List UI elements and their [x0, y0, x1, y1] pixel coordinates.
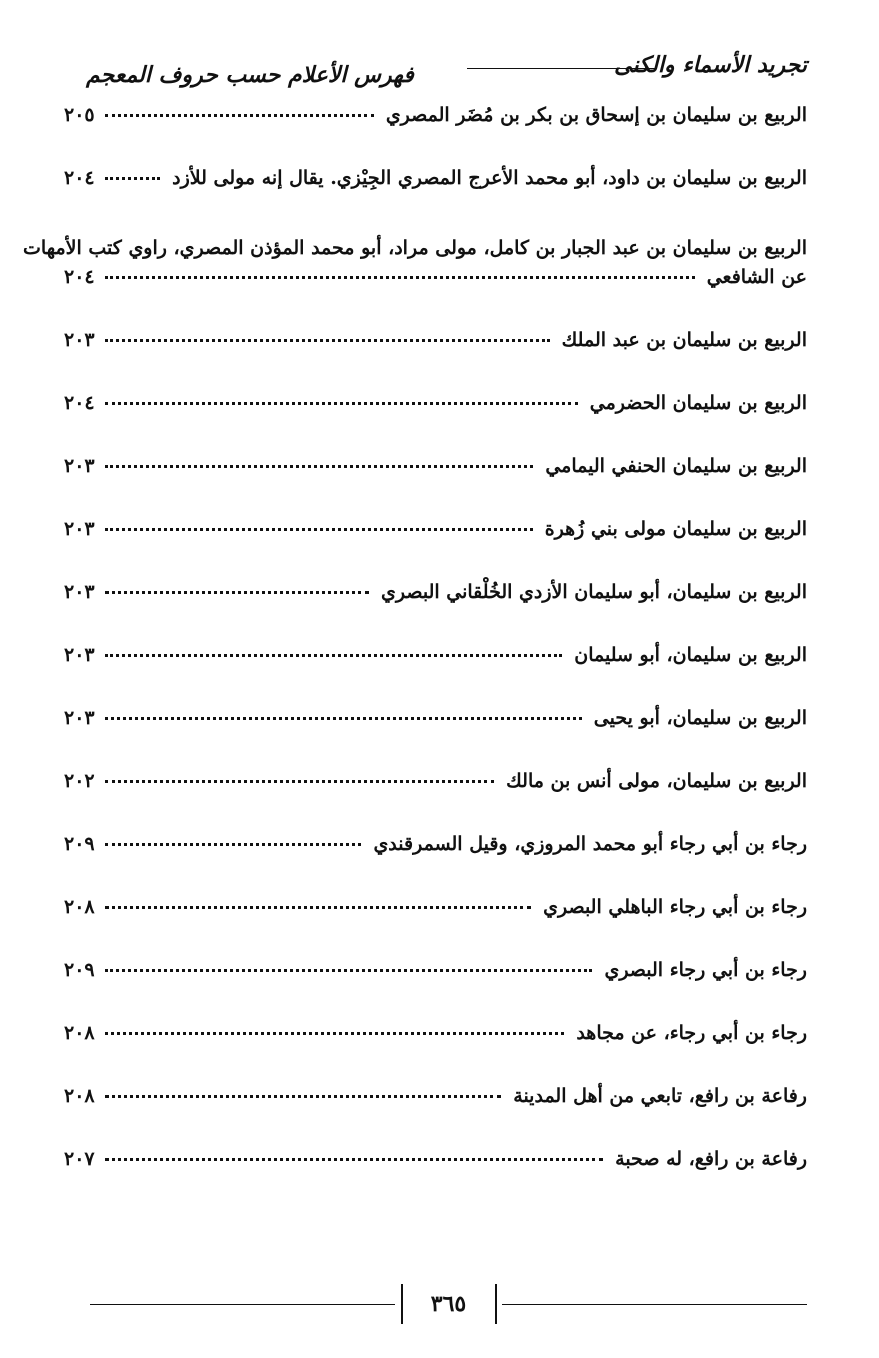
entry-page-number: ٢٠٤ — [64, 266, 95, 288]
dot-leader — [105, 906, 531, 909]
entry-name: الربيع بن سليمان الحنفي اليمامي — [545, 455, 807, 477]
dot-leader — [105, 717, 582, 720]
entry-line — [64, 329, 807, 365]
entry-page-number: ٢٠٣ — [64, 518, 95, 540]
index-entry — [64, 959, 807, 995]
footer-rule-left — [90, 1304, 395, 1305]
entry-name-continuation: عن الشافعي — [706, 266, 807, 288]
entry-name: الربيع بن سليمان، أبو سليمان الأزدي الخُلْقاني البصري — [381, 581, 807, 603]
entry-line — [64, 266, 807, 302]
index-entry — [64, 329, 807, 365]
entry-name: رفاعة بن رافع، تابعي من أهل المدينة — [513, 1085, 807, 1107]
entry-page-number: ٢٠٨ — [64, 1085, 95, 1107]
index-entry — [64, 707, 807, 743]
index-entry — [64, 644, 807, 680]
entry-name: الربيع بن سليمان بن إسحاق بن بكر بن مُضَر المصري — [385, 104, 807, 126]
entry-name: الربيع بن سليمان بن عبد الملك — [561, 329, 807, 351]
dot-leader — [105, 339, 550, 342]
entry-name: الربيع بن سليمان مولى بني زُهرة — [544, 518, 807, 540]
index-entry — [64, 1022, 807, 1058]
entry-page-number: ٢٠٢ — [64, 770, 95, 792]
entry-name: رجاء بن أبي رجاء البصري — [604, 959, 807, 981]
entry-line — [64, 896, 807, 932]
header-rule — [467, 68, 657, 69]
index-entry — [64, 581, 807, 617]
dot-leader — [105, 1095, 502, 1098]
entry-name: رجاء بن أبي رجاء، عن مجاهد — [576, 1022, 807, 1044]
entry-line — [64, 518, 807, 554]
entry-line — [64, 644, 807, 680]
dot-leader — [105, 654, 563, 657]
entry-name: الربيع بن سليمان، أبو سليمان — [574, 644, 807, 666]
entry-line — [64, 959, 807, 995]
index-entry — [64, 455, 807, 491]
entry-name: الربيع بن سليمان الحضرمي — [589, 392, 807, 414]
footer-rule-right — [502, 1304, 807, 1305]
entry-line — [64, 1022, 807, 1058]
entry-line — [64, 392, 807, 428]
index-entry — [64, 1148, 807, 1184]
entry-page-number: ٢٠٣ — [64, 644, 95, 666]
entry-name: الربيع بن سليمان، مولى أنس بن مالك — [506, 770, 807, 792]
dot-leader — [105, 1158, 604, 1161]
dot-leader — [105, 465, 534, 468]
dot-leader — [105, 591, 369, 594]
entry-line — [64, 1148, 807, 1184]
dot-leader — [105, 276, 695, 279]
entry-line — [64, 455, 807, 491]
index-entry — [64, 518, 807, 554]
entry-page-number: ٢٠٩ — [64, 833, 95, 855]
entry-name: الربيع بن سليمان، أبو يحيى — [593, 707, 807, 729]
entry-page-number: ٢٠٣ — [64, 581, 95, 603]
entry-line — [64, 707, 807, 743]
dot-leader — [105, 177, 160, 180]
index-entry — [64, 104, 807, 140]
index-entry — [23, 230, 807, 302]
entry-line — [64, 581, 807, 617]
entry-page-number: ٢٠٣ — [64, 329, 95, 351]
index-entry — [64, 770, 807, 806]
index-entry — [64, 1085, 807, 1121]
index-entries — [23, 104, 807, 1211]
index-entry — [64, 392, 807, 428]
entry-page-number: ٢٠٤ — [64, 167, 95, 189]
entry-name: رجاء بن أبي رجاء الباهلي البصري — [543, 896, 807, 918]
entry-page-number: ٢٠٨ — [64, 1022, 95, 1044]
entry-name: الربيع بن سليمان بن عبد الجبار بن كامل، مولى مراد، أبو محمد المؤذن المصري، راوي كتب الأمهات — [23, 237, 807, 259]
dot-leader — [105, 402, 578, 405]
entry-page-number: ٢٠٧ — [64, 1148, 95, 1170]
entry-line — [64, 833, 807, 869]
dot-leader — [105, 1032, 565, 1035]
entry-page-number: ٢٠٤ — [64, 392, 95, 414]
index-entry — [64, 833, 807, 869]
index-entry — [64, 167, 807, 203]
entry-line — [64, 104, 807, 140]
entry-page-number: ٢٠٣ — [64, 707, 95, 729]
dot-leader — [105, 843, 362, 846]
index-entry — [64, 896, 807, 932]
page-footer — [90, 1280, 807, 1330]
entry-page-number: ٢٠٨ — [64, 896, 95, 918]
entry-line — [64, 1085, 807, 1121]
entry-name: رجاء بن أبي رجاء أبو محمد المروزي، وقيل السمرقندي — [373, 833, 807, 855]
dot-leader — [105, 114, 374, 117]
book-title: تجريد الأسماء والكنى — [614, 52, 807, 78]
entry-line — [64, 167, 807, 203]
entry-line — [64, 770, 807, 806]
entry-page-number: ٢٠٥ — [64, 104, 95, 126]
entry-page-number: ٢٠٣ — [64, 455, 95, 477]
dot-leader — [105, 528, 533, 531]
dot-leader — [105, 780, 495, 783]
running-header — [86, 52, 807, 96]
dot-leader — [105, 969, 593, 972]
section-title: فهرس الأعلام حسب حروف المعجم — [86, 62, 414, 88]
entry-name: الربيع بن سليمان بن داود، أبو محمد الأعرج المصري الجِيْزي. يقال إنه مولى للأزد — [172, 167, 807, 189]
page-number: ٣٦٥ — [401, 1284, 497, 1324]
entry-name: رفاعة بن رافع، له صحبة — [615, 1148, 807, 1170]
entry-page-number: ٢٠٩ — [64, 959, 95, 981]
